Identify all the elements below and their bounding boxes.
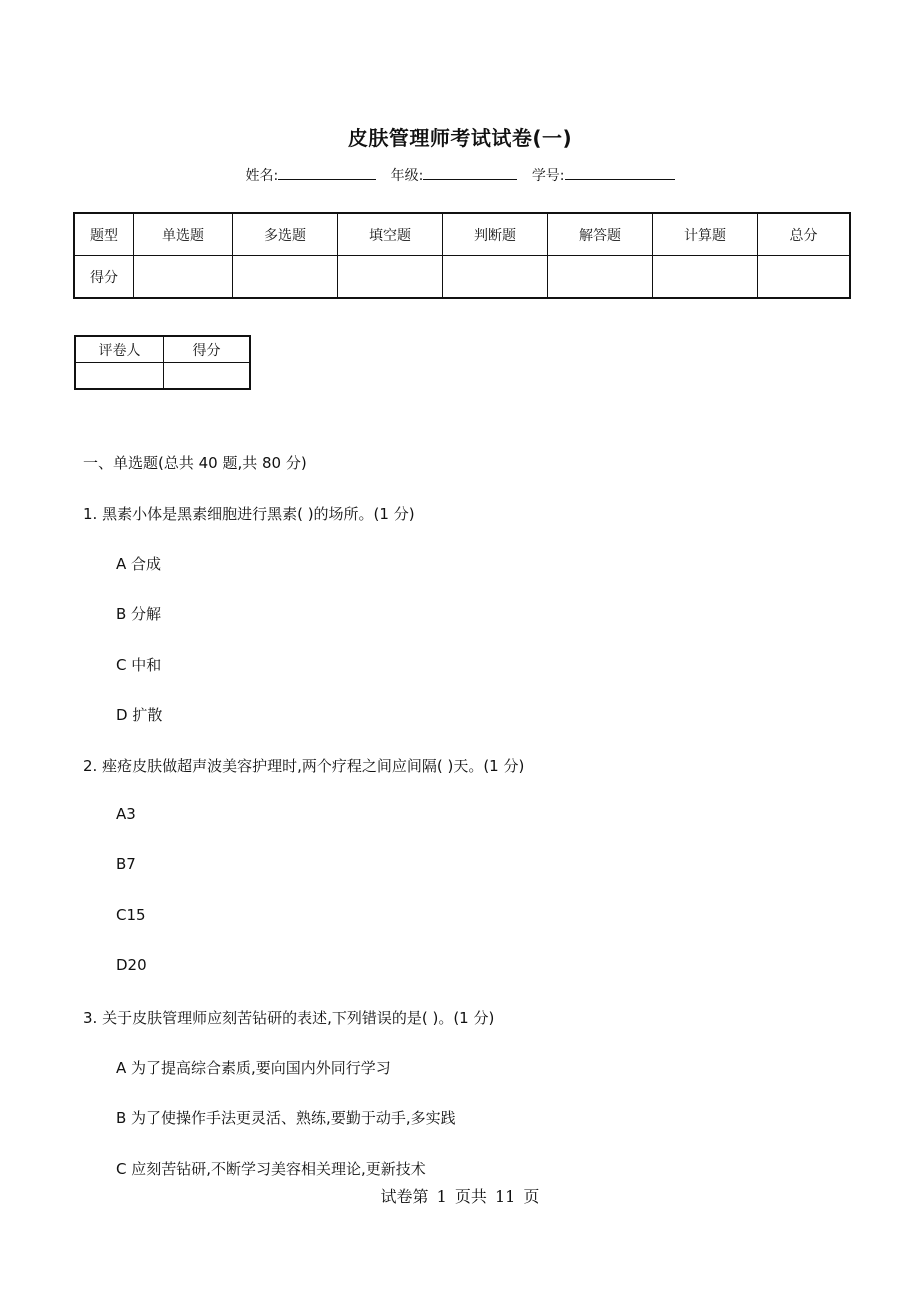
grader-table — [74, 335, 251, 390]
id-label: 学号: — [531, 168, 565, 184]
grader-table-body-row — [75, 363, 250, 390]
score-cell[interactable] — [134, 256, 233, 299]
score-header-cell: 多选题 — [233, 213, 338, 256]
grader-header-cell: 得分 — [164, 336, 251, 363]
section-heading: 一、单选题(总共 40 题,共 80 分) — [83, 454, 307, 472]
grader-header-cell: 评卷人 — [75, 336, 164, 363]
question-2: 2. 痤疮皮肤做超声波美容护理时,两个疗程之间应间隔( )天。(1 分) — [83, 757, 525, 775]
page-title: 皮肤管理师考试试卷(一) — [347, 126, 573, 150]
id-blank — [565, 167, 675, 180]
score-table — [73, 212, 851, 299]
score-cell[interactable] — [338, 256, 443, 299]
score-header-cell: 计算题 — [653, 213, 758, 256]
option-2c[interactable]: C15 — [116, 906, 146, 924]
option-2b[interactable]: B7 — [116, 855, 136, 873]
name-blank — [278, 167, 376, 180]
score-cell[interactable] — [758, 256, 851, 299]
option-3a[interactable]: A 为了提高综合素质,要向国内外同行学习 — [116, 1059, 391, 1077]
score-table-header-row — [74, 213, 850, 256]
option-2d[interactable]: D20 — [116, 956, 147, 974]
score-cell[interactable] — [548, 256, 653, 299]
grade-label: 年级: — [390, 168, 424, 184]
score-header-cell: 题型 — [74, 213, 134, 256]
option-3c[interactable]: C 应刻苦钻研,不断学习美容相关理论,更新技术 — [116, 1160, 426, 1178]
score-cell[interactable] — [233, 256, 338, 299]
score-cell[interactable] — [653, 256, 758, 299]
option-1d[interactable]: D 扩散 — [116, 706, 163, 724]
option-1b[interactable]: B 分解 — [116, 605, 162, 623]
grader-cell[interactable] — [75, 363, 164, 390]
score-header-cell: 解答题 — [548, 213, 653, 256]
student-info-line — [0, 165, 920, 185]
score-header-cell: 总分 — [758, 213, 851, 256]
option-3b[interactable]: B 为了使操作手法更灵活、熟练,要勤于动手,多实践 — [116, 1109, 456, 1127]
score-table-score-row — [74, 256, 850, 299]
score-header-cell: 判断题 — [443, 213, 548, 256]
question-1: 1. 黑素小体是黑素细胞进行黑素( )的场所。(1 分) — [83, 505, 415, 523]
score-row-label: 得分 — [74, 256, 134, 299]
option-1c[interactable]: C 中和 — [116, 656, 162, 674]
option-2a[interactable]: A3 — [116, 805, 136, 823]
option-1a[interactable]: A 合成 — [116, 555, 162, 573]
grader-table-header-row — [75, 336, 250, 363]
page-footer: 试卷第 1 页共 11 页 — [380, 1187, 540, 1206]
name-label: 姓名: — [245, 168, 279, 184]
score-header-cell: 填空题 — [338, 213, 443, 256]
score-cell[interactable] — [443, 256, 548, 299]
grade-blank — [423, 167, 517, 180]
grader-score-cell[interactable] — [164, 363, 251, 390]
question-3: 3. 关于皮肤管理师应刻苦钻研的表述,下列错误的是( )。(1 分) — [83, 1009, 495, 1027]
score-header-cell: 单选题 — [134, 213, 233, 256]
